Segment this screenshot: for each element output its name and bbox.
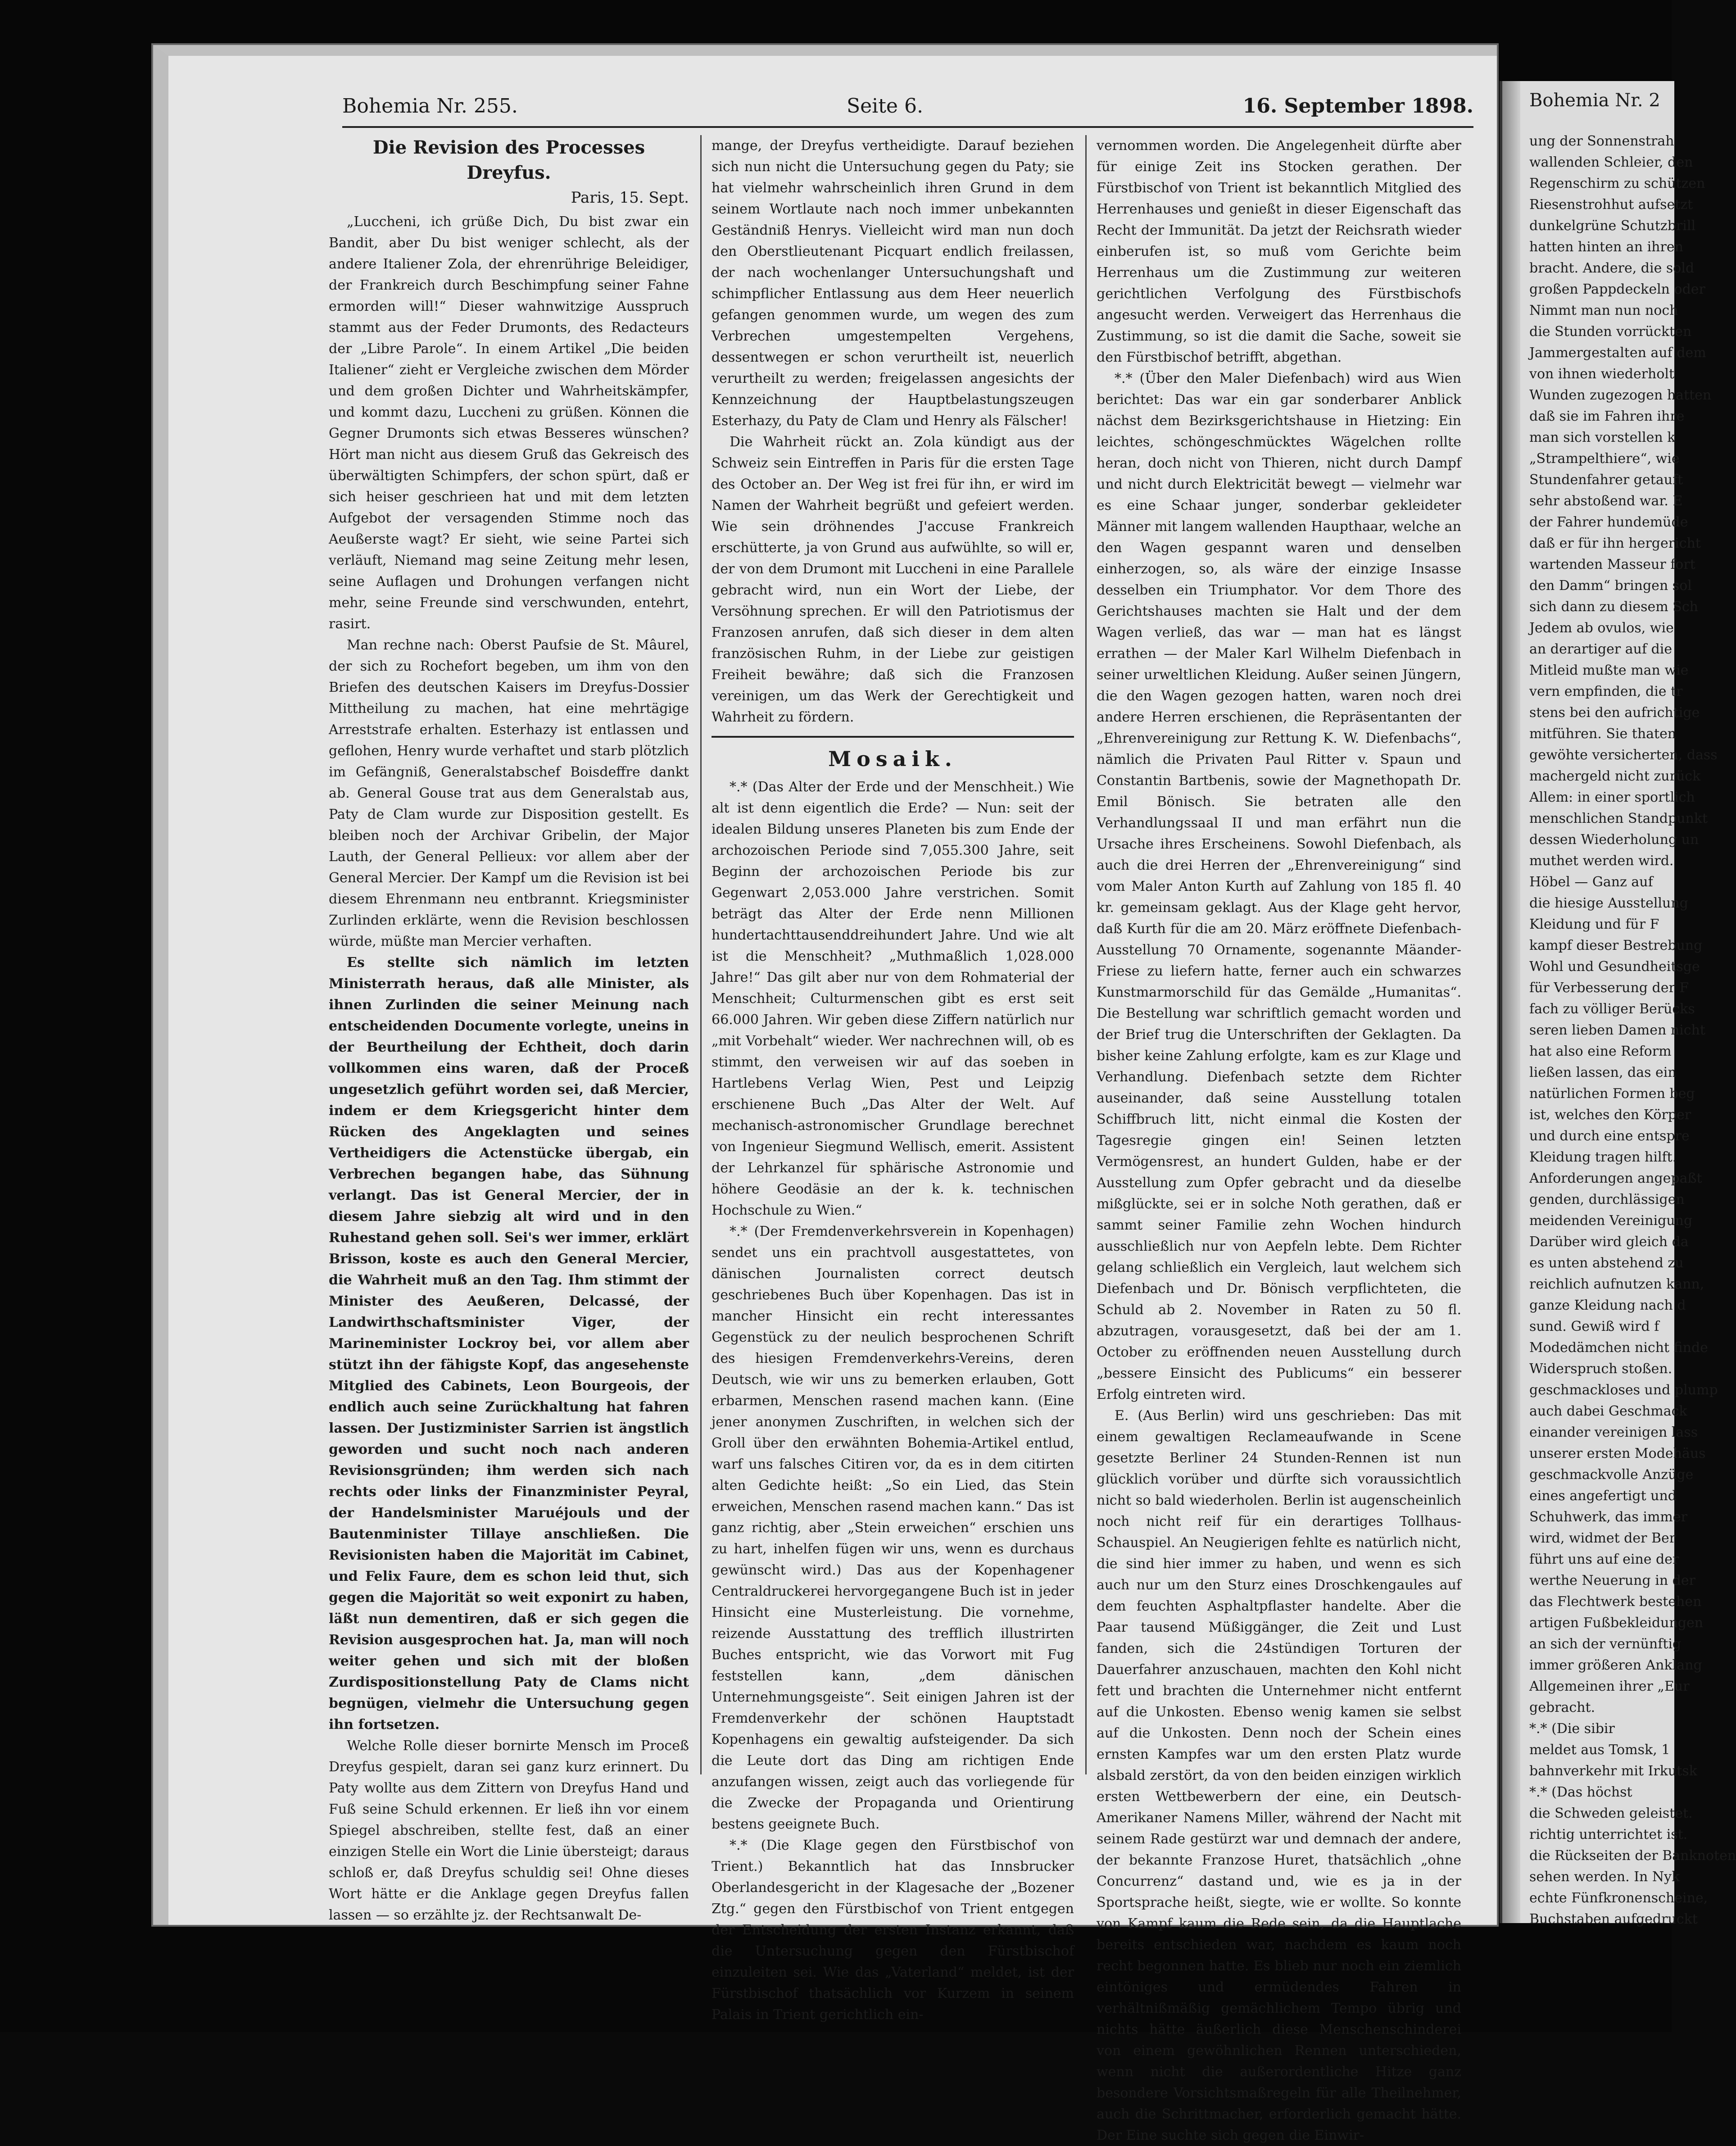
next-page-line: Riesenstrohhut aufsetzt bbox=[1529, 197, 1693, 213]
next-page-line: hatten hinten an ihren bbox=[1529, 239, 1683, 255]
next-page-line: Jedem ab ovulos, wie bbox=[1529, 620, 1674, 636]
next-page-line: auch dabei Geschmack bbox=[1529, 1403, 1687, 1419]
next-page-line: unserer ersten Modehäus bbox=[1529, 1446, 1706, 1461]
next-page-line: Buchstaben aufgedruckt bbox=[1529, 1911, 1698, 1927]
next-page-line: es unten abstehend zu bbox=[1529, 1255, 1684, 1271]
next-page-line: Darüber wird gleich da bbox=[1529, 1234, 1689, 1250]
column-3 bbox=[1097, 135, 1461, 2143]
next-page-line: „Strampelthiere“, wie bbox=[1529, 451, 1680, 467]
next-page-edge bbox=[1500, 81, 1736, 1927]
next-page-line: bahnverkehr mit Irkutsk bbox=[1529, 1763, 1697, 1779]
header-page-number: Seite 6. bbox=[847, 95, 923, 118]
next-page-line: artigen Fußbekleidungen bbox=[1529, 1615, 1704, 1631]
column-1 bbox=[329, 135, 689, 1923]
next-page-line: das Flechtwerk bestehen bbox=[1529, 1594, 1702, 1610]
next-page-text bbox=[1529, 131, 1736, 1930]
next-page-line: *.* (Das höchst bbox=[1529, 1784, 1632, 1800]
article-paragraph: mange, der Dreyfus vertheidigte. Darauf beziehen sich nun nicht die Untersuchung gegen du Paty; sie hat vielmehr wahrscheinlich ihren Grund in dem seinem Wortlaute nach noch immer unbekannten Geständniß Henrys. Vielleicht wird man nun doch den Oberstlieutenant Picquart endlich freilassen, der nach wochenlanger Untersuchungshaft und schimpflicher Entlassung aus dem Heer neuerlich gefangen genommen wurde, um wegen des zum Verbrechen umgestempelten Vergehens, dessentwegen er schon verurtheilt ist, neuerlich verurtheilt zu werden; freigelassen angesichts der Kennzeichnung der Hauptbelastungszeugen Esterhazy, du Paty de Clam und Henry als Fälscher! bbox=[712, 138, 1074, 429]
next-page-line: reichlich aufnutzen kann, bbox=[1529, 1276, 1704, 1292]
next-page-header: Bohemia Nr. 2 bbox=[1529, 90, 1660, 111]
next-page-line: mitführen. Sie thaten bbox=[1529, 726, 1677, 742]
next-page-line: *.* (Die sibir bbox=[1529, 1721, 1615, 1737]
column-rule bbox=[1085, 135, 1087, 1774]
next-page-line: hat also eine Reform bbox=[1529, 1044, 1672, 1059]
next-page-line: sehr abstoßend war. E bbox=[1529, 493, 1683, 509]
next-page-line: ist, welches den Körper bbox=[1529, 1107, 1691, 1123]
next-page-line: wartenden Masseur fort bbox=[1529, 557, 1695, 572]
next-page-line: bracht. Andere, die sold bbox=[1529, 260, 1695, 276]
next-page-line: wallenden Schleier, den bbox=[1529, 154, 1693, 170]
header-date: 16. September 1898. bbox=[1242, 95, 1473, 118]
next-page-line: meldet aus Tomsk, 1 bbox=[1529, 1742, 1670, 1758]
next-page-line: sehen werden. In Nyk bbox=[1529, 1869, 1680, 1885]
next-page-line: Kleidung tragen hilft. bbox=[1529, 1149, 1677, 1165]
next-page-line: den Damm“ bringen sol bbox=[1529, 578, 1692, 594]
next-page-line: stens bei den aufrichtige bbox=[1529, 705, 1700, 721]
page-header bbox=[342, 90, 1473, 128]
next-page-line: die Schweden geleistet. bbox=[1529, 1806, 1693, 1821]
next-page-line: Allem: in einer sportlich bbox=[1529, 789, 1695, 805]
next-page-line: geschmackvolle Anzüge bbox=[1529, 1467, 1694, 1483]
column-rule bbox=[700, 135, 702, 1774]
next-page-line: daß sie im Fahren ihre bbox=[1529, 408, 1685, 424]
next-page-line: sund. Gewiß wird f bbox=[1529, 1319, 1659, 1334]
article-paragraph: Welche Rolle dieser bornirte Mensch im Proceß Dreyfus gespielt, daran sei ganz kurz erinnert. Du Paty wollte aus dem Zittern von Dreyfus Hand und Fuß seine Schuld erkennen. Er ließ ihn vor einem Spiegel abschreiben, stellte fest, daß an einer einzigen Stelle ein Wort die Linie übersteigt; daraus schloß er, daß Dreyfus schuldig sei! Ohne dieses Wort hätte er die Anklage gegen Dreyfus fallen lassen — so erzählte jz. der Rechtsanwalt De- bbox=[329, 1738, 689, 1923]
next-page-line: machergeld nicht zurück bbox=[1529, 768, 1701, 784]
next-page-line: menschlichen Standpunkt bbox=[1529, 811, 1708, 826]
article-paragraph: Es stellte sich nämlich im letzten Ministerrath heraus, daß alle Minister, als ihnen Zurlinden die seiner Meinung nach entscheidenden Documente vorlegte, uneins in der Beurtheilung der Echtheit, doch darin vollkommen eins waren, daß der Proceß ungesetzlich geführt worden sei, daß Mercier, indem er dem Kriegsgericht hinter dem Rücken des Angeklagten und seines Vertheidigers die Actenstücke übergab, ein Verbrechen begangen habe, das Sühnung verlangt. Das ist General Mercier, der in diesem Jahre siebzig alt wird und in den Ruhestand gehen soll. Sei's wer immer, erklärt Brisson, koste es auch den General Mercier, die Wahrheit muß an den Tag. Ihm stimmt der Minister des Aeußeren, Delcassé, der Landwirthschaftsminister Viger, der Marineminister Lockroy bei, vor allem aber stützt ihn der fähigste Kopf, das angesehenste Mitglied des Cabinets, Leon Bourgeois, der endlich auch seine Zurückhaltung hat fahren lassen. Der Justizminister Sarrien ist ängstlich geworden und sucht noch nach anderen Revisionsgründen; ihm werden sich nach rechts oder links der Finanzminister Peyral, der Handelsminister Maruéjouls und der Bautenminister Tillaye anschließen. Die Revisionisten haben die Majorität im Cabinet, und Felix Faure, dem es schon leid thut, sich gegen die Majorität so weit exponirt zu haben, läßt nun dementiren, daß er sich gegen die Revision ausgesprochen hat. Ja, man will noch weiter gehen und sich mit der bloßen Zurdispositionstellung Paty de Clams nicht begnügen, vielmehr die Untersuchung gegen ihn fortsetzen. bbox=[329, 955, 689, 1733]
next-page-line: ganze Kleidung nach d bbox=[1529, 1298, 1686, 1313]
next-page-line: Wunden zugezogen hatten bbox=[1529, 387, 1712, 403]
mosaik-item: *.* (Die Klage gegen den Fürstbischof von Trient.) Bekanntlich hat das Innsbrucker Oberlandesgericht in der Klagesache der „Bozener Ztg.“ gegen den Fürstbischof von Trient entgegen der Entscheidung der ersten Instanz erkannt, daß die Untersuchung gegen den Fürstbischof einzuleiten sei. Wie das „Vaterland“ meldet, ist der Fürstbischof thatsächlich vor Kurzem in seinem Palais in Trient gerichtlich ein- bbox=[712, 1837, 1074, 2023]
next-page-line: Anforderungen angepaßt bbox=[1529, 1171, 1702, 1186]
next-page-line: Stundenfahrer getauft bbox=[1529, 472, 1683, 488]
next-page-line: und durch eine entspre bbox=[1529, 1128, 1690, 1144]
next-page-line: natürlichen Formen beg bbox=[1529, 1086, 1695, 1102]
next-page-line: von ihnen wiederholt bbox=[1529, 366, 1675, 382]
next-page-line: richtig unterrichtet ist. bbox=[1529, 1827, 1688, 1842]
next-page-line: Regenschirm zu schützen bbox=[1529, 176, 1705, 191]
section-divider bbox=[712, 736, 1074, 738]
article-paragraph: „Luccheni, ich grüße Dich, Du bist zwar ein Bandit, aber Du bist weniger schlecht, als der andere Italiener Zola, der ehrenrührige Beleidiger, der Frankreich durch Beschimpfung seiner Fahne ermorden will!“ Dieser wahnwitzige Ausspruch stammt aus der Feder Drumonts, des Redacteurs der „Libre Parole“. In einem Artikel „Die beiden Italiener“ zieht er Vergleiche zwischen dem Mörder und dem großen Dichter und Wahrheitskämpfer, und kommt dazu, Luccheni zu grüßen. Können die Gegner Drumonts sich etwas Besseres wünschen? Hört man nicht aus diesem Gruß das Gekreisch des überwältigten Schimpfers, der schon spürt, daß er sich heiser geschrieen hat und mit dem letzten Aufgebot der versagenden Stimme noch das Aeußerste wagt? Er sieht, wie seine Partei sich verläuft, Niemand mag seine Zeitung mehr lesen, seine Auflagen und Drohungen verfangen nicht mehr, seine Freunde sind verschwunden, entehrt, rasirt. bbox=[329, 214, 689, 632]
next-page-line: echte Fünfkronenscheine, bbox=[1529, 1890, 1708, 1906]
section-heading-mosaik: Mosaik. bbox=[828, 747, 957, 771]
next-page-line: Allgemeinen ihrer „Eur bbox=[1529, 1679, 1690, 1694]
next-page-line: Höbel — Ganz auf bbox=[1529, 874, 1653, 890]
next-page-line: gewöhte versicherten, dass bbox=[1529, 747, 1718, 763]
next-page-line: dessen Wiederholung un bbox=[1529, 832, 1699, 848]
article-headline: Die Revision des Processes Dreyfus. bbox=[372, 137, 645, 183]
article-dateline: Paris, 15. Sept. bbox=[571, 189, 689, 207]
mosaik-item: E. (Aus Berlin) wird uns geschrieben: Das mit einem gewaltigen Reclameaufwande in Scene gesetzte Berliner 24 Stunden-Rennen ist nun glücklich vorüber und dürfte sich voraussichtlich nicht so bald wiederholen. Berlin ist augenscheinlich noch nicht reif für ein derartiges Tollhaus-Schauspiel. An Neugierigen fehlte es natürlich nicht, die sind hier immer zu haben, und wenn es sich auch nur um den Sturz eines Droschkengaules auf dem feuchten Asphaltpflaster handelte. Aber die Paar tausend Müßiggänger, die Zeit und Lust fanden, sich die 24stündigen Torturen der Dauerfahrer anzuschauen, machten den Kohl nicht fett und brachten die Unternehmer nicht entfernt auf die Unkosten. Ebenso wenig kamen sie selbst auf die Unkosten. Denn noch der Schein eines ernsten Kampfes war um den ersten Platz wurde alsbald zerstört, da von den beiden einzigen wirklich ersten Wettbewerbern der eine, ein Deutsch-Amerikaner Namens Miller, während der Nacht mit seinem Rade gestürzt war und demnach der andere, der bekannte Franzose Huret, thatsächlich „ohne Concurrenz“ dastand und, wie es ja in der Sportsprache heißt, siegte, wie er wollte. So konnte von Kampf kaum die Rede sein, da die Hauptlache bereits entschieden war, nachdem es kaum noch recht begonnen hatte. Es blieb nur noch ein ziemlich eintöniges und ermüdendes Fahren in verhältnißmäßig gemächlichem Tempo übrig und nichts hätte äußerlich diese Menschenschinderei von einem gewöhnlichen Rennen unterschieden, wenn nicht die außerordentliche Hitze ganz besondere Vorsichtsmaßregeln für alle Theilnehmer, auch die Schrittmacher, erforderlich gemacht hätte. Der Eine suchte sich gegen die Einwir- bbox=[1097, 1408, 1461, 2143]
article-paragraph: Man rechne nach: Oberst Paufsie de St. Mâurel, der sich zu Rochefort begeben, um ihm von den Briefen des deutschen Kaisers im Dreyfus-Dossier Mittheilung zu machen, hat eine mehrtägige Arreststrafe erhalten. Esterhazy ist entlassen und geflohen, Henry wurde verhaftet und starb plötzlich im Gefängniß, Generalstabschef Boisdeffre dankt ab. General Gouse trat aus dem Generalstab aus, Paty de Clam wurde zur Disposition gestellt. Es bleiben noch der Archivar Gribelin, der Major Lauth, der General Pellieux: vor allem aber der General Mercier. Der Kampf um die Revision ist bei diesem Ehrenmann neu entbrannt. Kriegsminister Zurlinden erklärte, wenn die Revision beschlossen würde, müßte man Mercier verhaften. bbox=[329, 637, 689, 949]
next-page-line: seren lieben Damen nicht bbox=[1529, 1022, 1705, 1038]
next-page-line: eines angefertigt und bbox=[1529, 1488, 1677, 1504]
article-paragraph: vernommen worden. Die Angelegenheit dürfte aber für einige Zeit ins Stocken gerathen. Der Fürstbischof von Trient ist bekanntlich Mitglied des Herrenhauses und genießt in dieser Eigenschaft das Recht der Immunität. Da jetzt der Reichsrath wieder einberufen ist, so muß vom Gerichte beim Herrenhaus um die Zustimmung zur weiteren gerichtlichen Verfolgung des Fürstbischofs angesucht werden. Verweigert das Herrenhaus die Zustimmung, so ist die damit die Sache, soweit sie den Fürstbischof betrifft, abgethan. bbox=[1097, 138, 1461, 365]
next-page-line: wird, widmet der Ber bbox=[1529, 1530, 1676, 1546]
next-page-line: kampf dieser Bestrebung bbox=[1529, 938, 1703, 953]
next-page-line: Schuhwerk, das immer bbox=[1529, 1509, 1687, 1525]
mosaik-item: *.* (Das Alter der Erde und der Menschheit.) Wie alt ist denn eigentlich die Erde? — Nun: seit der idealen Bildung unseres Planeten bis zum Ende der archozoischen Periode sind 7,055.300 Jahre, seit Beginn der archozoischen Periode bis zur Gegenwart 2,053.000 Jahre verstrichen. Somit beträgt das Alter der Erde nenn Millionen hundertachttausenddreihundert Jahre. Und wie alt ist die Menschheit? „Muthmaßlich 1,028.000 Jahre!“ Das gilt aber nur von dem Rohmaterial der Menschheit; Culturmenschen gibt es erst seit 66.000 Jahren. Wir geben diese Ziffern natürlich nur „mit Vorbehalt“ wieder. Wer nachrechnen will, ob es stimmt, den verweisen wir auf das soeben in Hartlebens Verlag Wien, Pest und Leipzig erschienene Buch „Das Alter der Welt. Auf mechanisch-astronomischer Grundlage berechnet von Ingenieur Siegmund Wellisch, emerit. Assistent der Lehrkanzel für sphärische Astronomie und höhere Geodäsie an der k. k. technischen Hochschule zu Wien.“ bbox=[712, 779, 1074, 1218]
next-page-line: Mitleid mußte man wie bbox=[1529, 662, 1689, 678]
column-2 bbox=[712, 135, 1074, 2023]
next-page-line: gebracht. bbox=[1529, 1700, 1595, 1715]
next-page-line: muthet werden wird. bbox=[1529, 853, 1674, 869]
next-page-line: an sich der vernünftig bbox=[1529, 1636, 1682, 1652]
next-page-line: die Stunden vorrückten bbox=[1529, 324, 1692, 340]
next-page-line: für Verbesserung der F bbox=[1529, 980, 1689, 996]
mosaik-item: *.* (Über den Maler Diefenbach) wird aus Wien berichtet: Das war ein gar sonderbarer Anblick nächst dem Bezirksgerichtshause in Hietzing: Ein leichtes, schöngeschmücktes Wägelchen rollte heran, doch nicht von Thieren, nicht durch Dampf und nicht durch Elektricität bewegt — vielmehr war es eine Schaar junger, sonderbar gekleideter Männer mit langem wallenden Haupthaar, welche an den Wagen gespannt waren und denselben einherzogen, so, als wäre der einzige Insasse desselben ein Triumphator. Vor dem Thore des Gerichtshauses machten sie Halt und der dem Wagen verließ, das war — man hat es längst errathen — der Maler Karl Wilhelm Diefenbach in seiner urweltlichen Kleidung. Außer seinen Jüngern, die den Wagen gezogen hatten, waren noch drei andere Herren erschienen, die Repräsentanten der „Ehrenvereinigung zur Rettung K. W. Diefenbachs“, nämlich die Privaten Paul Ritter v. Spaun und Constantin Bartbenis, sowie der Magnethopath Dr. Emil Bönisch. Sie betraten alle den Verhandlungssaal II und man erfährt nun die Ursache ihres Erscheinens. Sowohl Diefenbach, als auch die drei Herren der „Ehrenvereinigung“ sind vom Maler Anton Kurth auf Zahlung von 185 fl. 40 kr. gemeinsam geklagt. Aus der Klage geht hervor, daß Kurth für die am 20. März eröffnete Diefenbach-Ausstellung 70 Ornamente, sogenannte Mäander-Friese zu liefern hatte, ferner auch ein schwarzes Kunstmarmorschild für das Gemälde „Humanitas“. Die Bestellung war schriftlich gemacht worden und der Brief trug die Unterschriften der Geklagten. Da bisher keine Zahlung erfolgte, kam es zur Klage und Verhandlung. Diefenbach setzte dem Richter auseinander, daß seine Ausstellung totalen Schiffbruch litt, nicht einmal die Kosten der Tagesregie gingen ein! Seinen letzten Vermögensrest, an hundert Gulden, habe er der Ausstellung zum Opfer gebracht und da dieselbe mißglückte, sei er in solche Noth gerathen, daß er sammt seiner Familie zehn Wochen hindurch ausschließlich nur von Aepfeln lebte. Dem Richter gelang schließlich ein Vergleich, laut welchem sich Diefenbach und Dr. Bönisch verpflichteten, die Schuld ab 2. November in Raten zu 50 fl. abzutragen, vorausgesetzt, daß bei der am 1. October zu eröffnenden neuen Ausstellung durch „bessere Einsicht des Publicums“ ein besserer Erfolg eintreten wird. bbox=[1097, 371, 1461, 1402]
next-page-line: einander vereinigen lass bbox=[1529, 1425, 1698, 1440]
next-page-line: vern empfinden, die tr bbox=[1529, 684, 1683, 699]
next-page-line: man sich vorstellen k bbox=[1529, 430, 1676, 445]
next-page-line: ung der Sonnenstrah bbox=[1529, 133, 1674, 149]
next-page-line: Nimmt man nun noch bbox=[1529, 303, 1678, 318]
next-page-line: die hiesige Ausstellung bbox=[1529, 895, 1688, 911]
next-page-line: führt uns auf eine der bbox=[1529, 1552, 1679, 1567]
next-page-line: großen Pappdeckeln oder bbox=[1529, 281, 1705, 297]
next-page-line: Jammergestalten auf dem bbox=[1529, 345, 1706, 361]
article-paragraph: Die Wahrheit rückt an. Zola kündigt aus der Schweiz sein Eintreffen in Paris für die ersten Tage des October an. Der Weg ist frei für ihn, er wird im Namen der Wahrheit begrüßt und gefeiert werden. Wie sein dröhnendes J'accuse Frankreich erschütterte, ja von Grund aus aufwühlte, so will er, der von dem Drumont mit Luccheni in eine Parallele gebracht wird, nun ein Wort der Liebe, der Versöhnung sprechen. Er will den Patriotismus der Franzosen anrufen, daß sich dieser in dem alten französischen Ruhm, in der Liebe zur geistigen Freiheit bewähre; daß sich die Franzosen vereinigen, um das Werk der Gerechtigkeit und Wahrheit zu fördern. bbox=[712, 434, 1074, 725]
page-fold-shadow bbox=[1502, 81, 1520, 1923]
next-page-line: Wohl und Gesundheitsge bbox=[1529, 959, 1700, 975]
next-page-line: geschmackloses und plump bbox=[1529, 1382, 1718, 1398]
next-page-line: werthe Neuerung in der bbox=[1529, 1573, 1695, 1588]
next-page-line: die Rückseiten der Banknoten bbox=[1529, 1848, 1736, 1864]
next-page-line: der Fahrer hundemüde bbox=[1529, 514, 1688, 530]
next-page-line: Modedämchen nicht finde bbox=[1529, 1340, 1708, 1356]
next-page-line: meidenden Vereinigung bbox=[1529, 1213, 1693, 1229]
mosaik-item: *.* (Der Fremdenverkehrsverein in Kopenhagen) sendet uns ein prachtvoll ausgestattetes, von dänischen Journalisten correct deutsch geschriebenes Buch über Kopenhagen. Das ist in mancher Hinsicht ein recht interessantes Gegenstück zu der neulich besprochenen Schrift des hiesigen Fremdenverkehrs-Vereins, deren Deutsch, wie wir uns zu bemerken erlauben, Gott erbarmen, Menschen rasend machen kann. (Eine jener anonymen Zuschriften, in welchen sich der Groll über den erwähnten Bohemia-Artikel entlud, warf uns falsches Citiren vor, da es in dem citirten alten Gedichte heißt: „So ein Lied, das Stein erweichen, Menschen rasend machen kann.“ Das ist ganz richtig, aber „Stein erweichen“ erschien uns zu hart, inhelfen fügen wir uns, wenn es durchaus gewünscht wird.) Das aus der Kopenhagener Centraldruckerei hervorgegangene Buch ist in jeder Hinsicht eine Musterleistung. Die vornehme, reizende Ausstattung des trefflich illustrirten Buches entspricht, wie das Vorwort mit Fug feststellen kann, „dem dänischen Unternehmungsgeiste“. Seit einigen Jahren ist der Fremdenverkehr der schönen Hauptstadt Kopenhagens ein gewaltig aufsteigender. Da sich die Leute dort das Ding am richtigen Ende anzufangen wissen, zeigt auch das vorliegende für die Zwecke der Propaganda und Orientirung bestens geeignete Buch. bbox=[712, 1224, 1074, 1832]
next-page-line: an derartiger auf die bbox=[1529, 641, 1673, 657]
next-page-line: fach zu völliger Berücks bbox=[1529, 1001, 1695, 1017]
next-page-line: dunkelgrüne Schutzbrill bbox=[1529, 218, 1696, 234]
next-page-line: Widerspruch stoßen. bbox=[1529, 1361, 1673, 1377]
next-page-line: genden, durchlässigen bbox=[1529, 1192, 1685, 1207]
next-page-line: sich dann zu diesem Sch bbox=[1529, 599, 1698, 615]
header-publication: Bohemia Nr. 255. bbox=[342, 95, 518, 118]
next-page-line: daß er für ihn hergericht bbox=[1529, 535, 1701, 551]
next-page-line: ließen lassen, das ein bbox=[1529, 1065, 1677, 1080]
next-page-line: Kleidung und für F bbox=[1529, 916, 1659, 932]
next-page-line: immer größeren Anklang bbox=[1529, 1657, 1702, 1673]
